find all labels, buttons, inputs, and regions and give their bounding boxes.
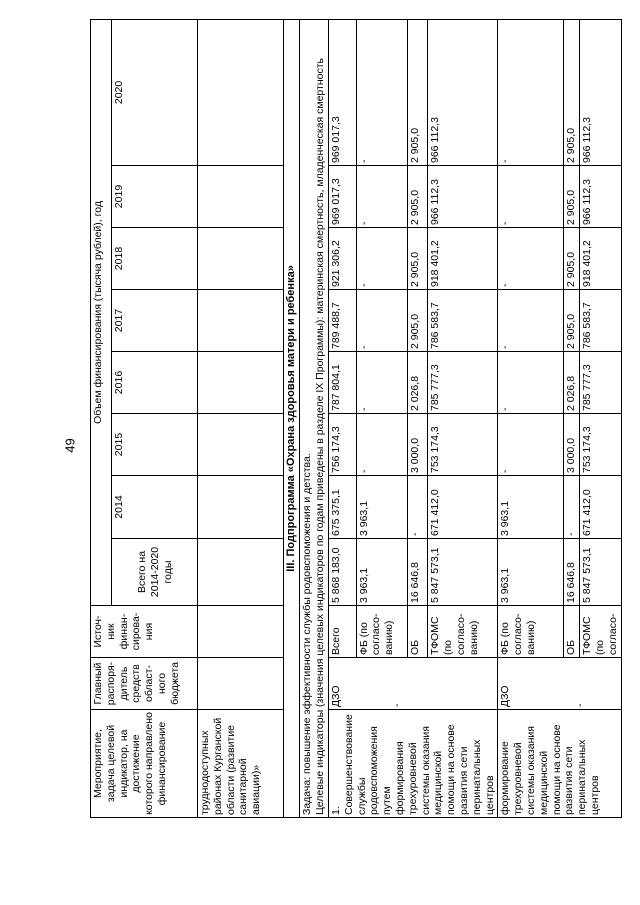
page-number: 49 [62, 438, 78, 453]
value-cell: 921 306,2 [329, 228, 357, 290]
value-cell: 789 488,7 [329, 290, 357, 352]
total-cell: 3 963,1 [498, 539, 564, 606]
value-cell: 786 583,7 [428, 290, 498, 352]
manager-label: ДЗО [499, 685, 512, 707]
total-cell: 5 847 573,1 [580, 539, 621, 606]
source-cell: Всего [329, 606, 357, 658]
value-cell: 918 401,2 [428, 228, 498, 290]
value-cell: - [498, 19, 564, 165]
manager-dash: - [390, 703, 403, 707]
header-year: 2015 [112, 414, 198, 476]
value-cell: 756 174,3 [329, 414, 357, 476]
value-cell: 3 963,1 [498, 476, 564, 539]
value-cell: 966 112,3 [428, 166, 498, 228]
empty-cell [198, 539, 284, 606]
value-cell: - [498, 414, 564, 476]
value-cell: 2 905,0 [408, 166, 428, 228]
source-cell: ТФОМС (по согласо- [580, 606, 621, 658]
empty-cell [198, 352, 284, 414]
value-cell: 918 401,2 [580, 228, 621, 290]
value-cell: 2 026,8 [408, 352, 428, 414]
header-volume: Объем финансирования (тысяча рублей), год [91, 19, 112, 605]
source-cell: ОБ [564, 606, 580, 658]
value-cell: 969 017,3 [329, 166, 357, 228]
value-cell: 966 112,3 [580, 19, 621, 165]
empty-cell [198, 228, 284, 290]
total-cell: 5 868 183,0 [329, 539, 357, 606]
source-cell: ФБ (по согласо-ванию) [356, 606, 408, 658]
header-year: 2019 [112, 166, 198, 228]
table-row [329, 19, 357, 817]
manager-cell [329, 658, 498, 710]
value-cell: 2 905,0 [408, 290, 428, 352]
value-cell: - [356, 352, 408, 414]
header-year: 2020 [112, 19, 198, 165]
task-line: Задача: повышение эффективности службы родовспоможения и детства. [301, 453, 314, 815]
empty-cell [198, 414, 284, 476]
header-total: Всего на 2014-2020 годы [112, 539, 198, 606]
continuation-row [198, 19, 284, 817]
manager-dash: - [574, 703, 587, 707]
value-cell: 675 375,1 [329, 476, 357, 539]
header-year: 2014 [112, 476, 198, 539]
header-year: 2017 [112, 290, 198, 352]
value-cell: 966 112,3 [580, 166, 621, 228]
empty-cell [198, 19, 284, 165]
value-cell: 2 905,0 [564, 228, 580, 290]
total-cell: 5 847 573,1 [428, 539, 498, 606]
value-cell: 2 905,0 [564, 19, 580, 165]
value-cell: 3 000,0 [408, 414, 428, 476]
value-cell: 969 017,3 [329, 19, 357, 165]
value-cell: - [498, 228, 564, 290]
value-cell: 3 963,1 [356, 476, 408, 539]
value-cell: 785 777,3 [580, 352, 621, 414]
subprogram-title: III. Подпрограмма «Охрана здоровья матери и ребенка» [284, 19, 300, 817]
landscape-table-wrapper [90, 20, 619, 818]
table-row [498, 19, 564, 817]
value-cell: - [498, 352, 564, 414]
value-cell: 2 026,8 [564, 352, 580, 414]
header-manager: Главный распоря-дитель средств област-ного бюджета [91, 658, 198, 710]
task-text [300, 19, 329, 817]
total-cell: 3 963,1 [356, 539, 408, 606]
measure-cell: 1. Совершенствование службы родовспоможения путем формирования трехуровневой системы оказания медицинской помощи на основе развития сети перинатальных центров [329, 710, 498, 818]
value-cell: 966 112,3 [428, 19, 498, 165]
empty-cell [198, 166, 284, 228]
value-cell: - [356, 228, 408, 290]
value-cell: - [356, 19, 408, 165]
value-cell: 2 905,0 [408, 19, 428, 165]
value-cell: - [564, 476, 580, 539]
task-row [300, 19, 329, 817]
value-cell: - [356, 166, 408, 228]
financing-table [90, 19, 622, 818]
value-cell: - [498, 166, 564, 228]
empty-cell [198, 606, 284, 658]
value-cell: 3 000,0 [564, 414, 580, 476]
header-source: Источ-ник финан-сирова-ния [91, 606, 198, 658]
source-cell: ФБ (по согласо-ванию) [498, 606, 564, 658]
value-cell: 671 412,0 [428, 476, 498, 539]
continuation-text: труднодоступных районах Курганской области (развитие санитарной авиации)» [198, 710, 284, 818]
manager-cell [498, 658, 621, 710]
header-year: 2016 [112, 352, 198, 414]
value-cell: 2 905,0 [564, 166, 580, 228]
source-cell: ТФОМС (по согласо-ванию) [428, 606, 498, 658]
value-cell: - [356, 290, 408, 352]
subprogram-row [284, 19, 300, 817]
value-cell: 753 174,3 [580, 414, 621, 476]
value-cell: 2 905,0 [408, 228, 428, 290]
empty-cell [198, 476, 284, 539]
value-cell: 787 804,1 [329, 352, 357, 414]
header-row-1 [91, 19, 112, 817]
value-cell: 785 777,3 [428, 352, 498, 414]
value-cell: 671 412,0 [580, 476, 621, 539]
total-cell: 16 646,8 [564, 539, 580, 606]
value-cell: 2 905,0 [564, 290, 580, 352]
total-cell: 16 646,8 [408, 539, 428, 606]
source-cell: ОБ [408, 606, 428, 658]
value-cell: - [498, 290, 564, 352]
rotated-page [90, 20, 619, 818]
value-cell: 753 174,3 [428, 414, 498, 476]
value-cell: - [408, 476, 428, 539]
measure-cell: формирование трехуровневой системы оказания медицинской помощи на основе развития сети перинатальных центров [498, 710, 621, 818]
indicators-line: Целевые индикаторы (значения целевых индикаторов по годам приведены в разделе IX Программы): материнская смертность, младенческая смертность [314, 57, 327, 815]
manager-label: ДЗО [330, 685, 342, 707]
header-year: 2018 [112, 228, 198, 290]
empty-cell [198, 290, 284, 352]
value-cell: - [356, 414, 408, 476]
header-measure: Мероприятие, задача целевой индикатор, на достижение которого направлено финансирование [91, 710, 198, 818]
empty-cell [198, 658, 284, 710]
value-cell: 786 583,7 [580, 290, 621, 352]
